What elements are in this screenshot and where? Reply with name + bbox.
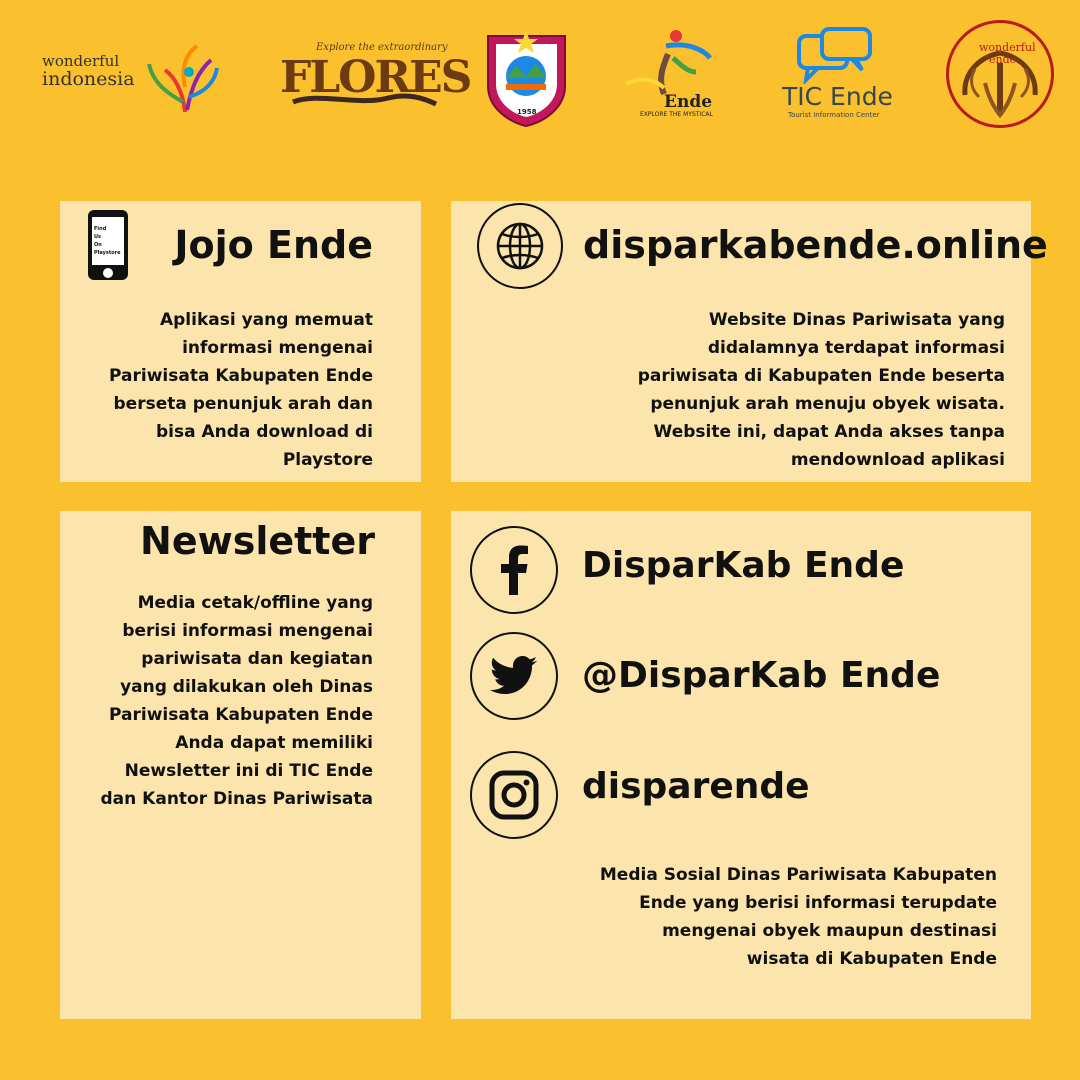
komodo-icon [288, 90, 438, 110]
garuda-ornament-icon [949, 23, 1051, 125]
chat-bubbles-icon [796, 26, 876, 84]
twitter-icon [490, 656, 538, 696]
phone-icon [88, 210, 128, 280]
ende-mystical-tagline: EXPLORE THE MYSTICAL [640, 111, 713, 118]
wonderful-indonesia-line1: wonderful [42, 52, 120, 70]
wonderful-ende-logo [946, 20, 1054, 128]
instagram-icon-circle[interactable] [470, 751, 558, 839]
facebook-handle[interactable]: DisparKab Ende [582, 545, 905, 586]
social-media-description: Media Sosial Dinas Pariwisata Kabupaten Ende yang berisi informasi terupdate mengenai obyek maupun destinasi wisata di Kabupaten Ende [599, 865, 997, 969]
flores-logo [278, 42, 471, 112]
social-media-card [451, 511, 1031, 1019]
ende-mystical-name: Ende [664, 92, 713, 112]
wonderful-indonesia-logo [40, 40, 220, 120]
facebook-icon [496, 545, 532, 595]
tic-ende-subtitle: Tourist Information Center [788, 111, 880, 119]
mystical-figure-icon [618, 28, 728, 98]
newsletter-title: Newsletter [140, 519, 375, 563]
jojo-ende-description: Aplikasi yang memuat informasi mengenai Pariwisata Kabupaten Ende berseta penunjuk arah dan bisa Anda download di Playstore [109, 310, 373, 470]
regency-seal-year: 1958 [517, 108, 537, 116]
wonderful-ende-line2: ende [989, 53, 1017, 66]
jojo-ende-card [60, 201, 421, 482]
globe-icon [495, 221, 545, 271]
wonderful-indonesia-line2: indonesia [42, 68, 135, 90]
tic-ende-name: TIC Ende [782, 82, 893, 111]
website-card [451, 201, 1048, 482]
tic-ende-logo [780, 26, 905, 121]
ende-regency-seal [484, 26, 569, 128]
flores-tagline: Explore the extraordinary [316, 42, 448, 53]
website-url-link[interactable]: disparkabende.online [583, 223, 1048, 267]
wonderful-ende-line1: wonderful [979, 41, 1036, 54]
newsletter-card [60, 511, 421, 1019]
ende-mystical-logo [618, 28, 728, 120]
jojo-ende-title: Jojo Ende [174, 223, 373, 267]
newsletter-description: Media cetak/offline yang berisi informasi mengenai pariwisata dan kegiatan yang dilakukan oleh Dinas Pariwisata Kabupaten Ende Anda dapat memiliki Newsletter ini di TIC Ende dan Kantor Dinas Pariwisata [100, 593, 373, 809]
twitter-icon-circle[interactable] [470, 632, 558, 720]
facebook-icon-circle[interactable] [470, 526, 558, 614]
globe-icon-circle[interactable] [477, 203, 563, 289]
twitter-handle[interactable]: @DisparKab Ende [582, 655, 941, 696]
phone-screen-text: Find Us On Playstore [94, 226, 121, 256]
flores-wordmark: FLORES [280, 52, 471, 103]
instagram-handle[interactable]: disparende [582, 766, 810, 807]
instagram-icon [489, 770, 539, 820]
garuda-swirl-icon [145, 42, 220, 114]
website-description: Website Dinas Pariwisata yang didalamnya terdapat informasi pariwisata di Kabupaten Ende beserta penunjuk arah menuju obyek wisata. Website ini, dapat Anda akses tanpa mendownload aplikasi [637, 310, 1005, 470]
